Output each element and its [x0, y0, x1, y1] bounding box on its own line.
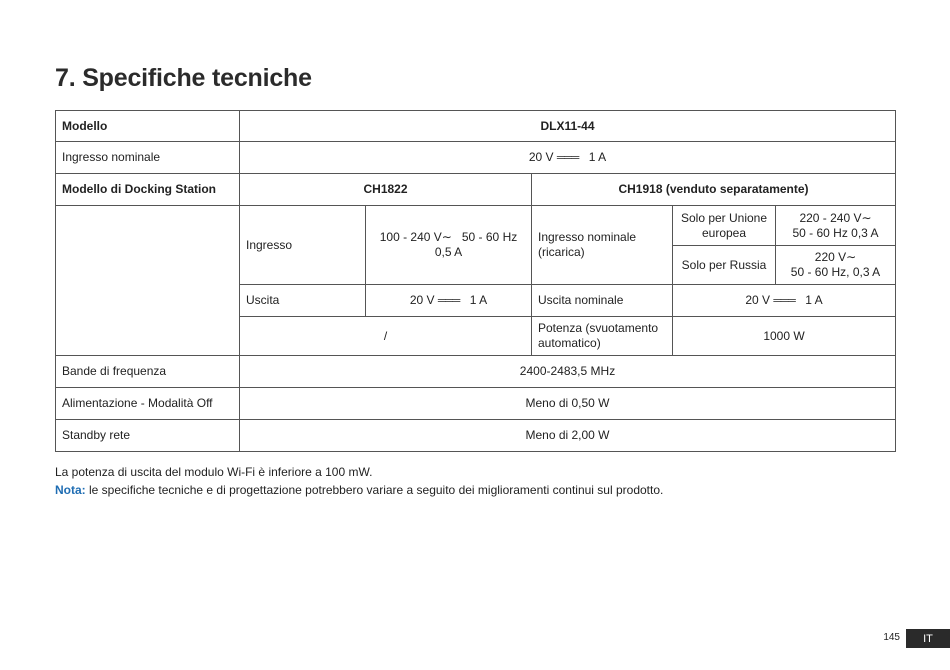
dock-b-eu-freq: 50 - 60 Hz 0,3 A	[792, 225, 879, 240]
row-standby	[56, 420, 896, 452]
dock-b-output-voltage: 20 V	[745, 292, 771, 307]
standby-label: Standby rete	[56, 420, 240, 452]
dock-b-ru-voltage: 220 V	[814, 250, 847, 264]
page-number: 145	[883, 632, 900, 643]
docking-model-a: CH1822	[240, 174, 532, 206]
dock-b-ru-freq: 50 - 60 Hz, 0,3 A	[790, 265, 881, 279]
nota-label: Nota:	[55, 483, 86, 497]
row-dock-input-eu	[56, 206, 896, 246]
dock-b-ru-label: Solo per Russia	[673, 246, 776, 285]
docking-model-b: CH1918 (venduto separatamente)	[532, 174, 896, 206]
spec-table	[55, 110, 896, 452]
page-title: 7. Specifiche tecniche	[55, 64, 312, 92]
dock-b-ru-value	[776, 246, 896, 285]
dock-b-input-label: Ingresso nominale (ricarica)	[532, 206, 673, 285]
dock-b-eu-voltage: 220 - 240 V	[799, 210, 862, 225]
dock-b-eu-label: Solo per Unione europea	[673, 206, 776, 246]
input-voltage: 20 V	[528, 149, 554, 164]
dock-b-eu-value	[776, 206, 896, 246]
ac-tilde-icon: ∼	[846, 250, 857, 264]
dock-a-output-current: 1 A	[469, 292, 488, 307]
dock-a-output-voltage: 20 V	[409, 292, 435, 307]
input-current: 1 A	[588, 149, 607, 164]
model-label: Modello	[56, 111, 240, 142]
nota-text: le specifiche tecniche e di progettazione potrebbero variare a seguito dei miglioramenti continui sul prodotto.	[85, 483, 664, 497]
dock-a-input-freq: 50 - 60 Hz	[461, 230, 518, 244]
model-value: DLX11-44	[240, 111, 896, 142]
dock-a-input-current: 0,5 A	[434, 245, 463, 259]
dock-a-output-value	[366, 285, 532, 317]
row-model	[56, 111, 896, 142]
row-freq	[56, 356, 896, 388]
dock-a-power-value: /	[240, 317, 532, 356]
freq-value: 2400-2483,5 MHz	[240, 356, 896, 388]
input-value-cell	[240, 142, 896, 174]
dc-symbol-icon: ═══	[556, 151, 579, 164]
dc-symbol-icon: ═══	[773, 294, 796, 307]
dock-a-output-label: Uscita	[240, 285, 366, 317]
freq-label: Bande di frequenza	[56, 356, 240, 388]
wifi-note: La potenza di uscita del modulo Wi-Fi è inferiore a 100 mW.	[55, 465, 373, 479]
input-label: Ingresso nominale	[56, 142, 240, 174]
standby-value: Meno di 2,00 W	[240, 420, 896, 452]
dc-symbol-icon: ═══	[437, 294, 460, 307]
language-tab	[906, 629, 950, 648]
dock-b-output-label: Uscita nominale	[532, 285, 673, 317]
ac-tilde-icon: ∼	[441, 230, 452, 244]
language-label: IT	[923, 632, 933, 645]
row-docking	[56, 174, 896, 206]
row-off-power	[56, 388, 896, 420]
dock-b-output-current: 1 A	[805, 292, 823, 307]
off-value: Meno di 0,50 W	[240, 388, 896, 420]
ac-tilde-icon: ∼	[861, 210, 872, 225]
dock-b-output-value	[673, 285, 896, 317]
dock-a-input-label: Ingresso	[240, 206, 366, 285]
dock-a-input-value	[366, 206, 532, 285]
dock-a-input-voltage: 100 - 240 V	[379, 230, 442, 244]
nota-line	[55, 483, 663, 497]
dock-b-power-value: 1000 W	[673, 317, 896, 356]
dock-b-power-label: Potenza (svuotamento automatico)	[532, 317, 673, 356]
empty-label-cell	[56, 206, 240, 356]
off-label: Alimentazione - Modalità Off	[56, 388, 240, 420]
row-input	[56, 142, 896, 174]
docking-label: Modello di Docking Station	[56, 174, 240, 206]
